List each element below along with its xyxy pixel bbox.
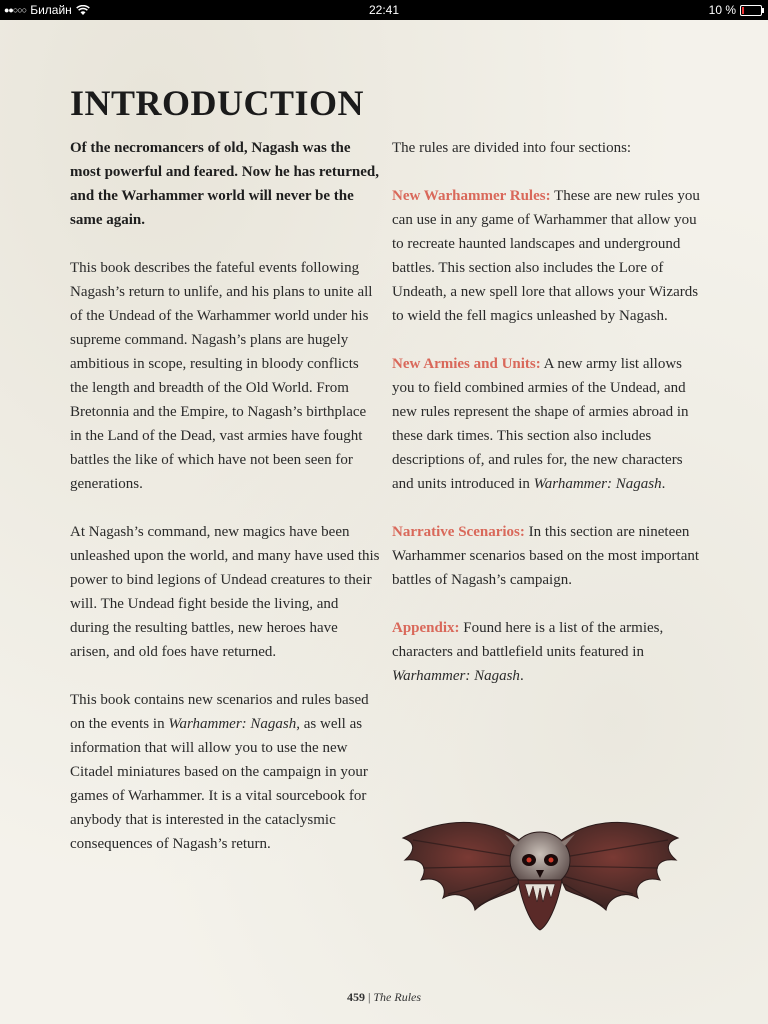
section-appendix: [392, 616, 700, 688]
book-page[interactable]: [0, 20, 768, 1024]
sections-intro: The rules are divided into four sections:: [392, 140, 632, 156]
status-time: 22:41: [368, 3, 400, 17]
section-appendix-text: Found here is a list of the armies, characters and battlefield units featured in: [392, 620, 664, 660]
page-footer: [0, 990, 768, 1005]
section-scenarios-text: In this section are nineteen Warhammer scenarios based on the most important battles of Nagash’s campaign.: [392, 524, 700, 588]
section-appendix-end: .: [519, 668, 524, 684]
body-paragraph-2: At Nagash’s command, new magics have been unleashed upon the world, and many have used this power to bind legions of Undead creatures to their will. The Undead fight beside the living, and during the resulting battles, new heroes have arisen, and old foes have returned.: [70, 524, 380, 660]
status-right: [709, 3, 762, 17]
right-column: [392, 136, 700, 712]
page-number: 459: [346, 990, 365, 1004]
section-new-armies-end: .: [661, 476, 666, 492]
section-new-armies-book: Warhammer: Nagash: [533, 476, 662, 492]
battery-icon: [740, 5, 762, 16]
body-paragraph-3: [70, 688, 380, 856]
left-column: [70, 136, 380, 880]
battery-fill: [742, 7, 744, 14]
carrier-name: Билайн: [30, 3, 72, 17]
p3-text-end: , as well as information that will allow you to use the new Citadel miniatures based on the campaign in your games of Warhammer. It is a vital sourcebook for anybody that is interested in the cataclysmic consequences of Nagash’s return.: [70, 716, 368, 852]
body-paragraph-1: This book describes the fateful events following Nagash’s return to unlife, and his plans to unite all of the Undead of the Warhammer world under his supreme command. Nagash’s plans are hugely ambitious in scope, resulting in bloody conflicts the length and breadth of the Old World. From Bretonnia and the Empire, to Nagash’s birthplace in the Land of the Dead, vast armies have fought battles the like of which have not been seen for generations.: [70, 260, 373, 492]
page-title: INTRODUCTION: [70, 83, 365, 123]
section-scenarios: [392, 520, 700, 592]
section-appendix-book: Warhammer: Nagash: [392, 668, 520, 684]
status-bar: [0, 0, 768, 20]
section-new-rules: [392, 184, 700, 328]
section-new-armies: [392, 352, 700, 496]
footer-section: The Rules: [373, 990, 422, 1004]
p3-book-title: Warhammer: Nagash: [168, 716, 297, 732]
battery-percent: 10 %: [708, 3, 736, 17]
section-new-rules-title: New Warhammer Rules:: [392, 188, 551, 204]
section-new-armies-text: A new army list allows you to field combined armies of the Undead, and new rules represent the shape of armies abroad in these dark times. This section also includes descriptions of, and rules for, the new characters and units introduced in: [392, 356, 689, 492]
p3-text-start: This book contains new scenarios and rules based on the events in: [70, 692, 369, 732]
lead-paragraph: Of the necromancers of old, Nagash was the most powerful and feared. Now he has returned, and the Warhammer world will never be the same again.: [70, 140, 380, 228]
signal-icon: ●●○○○: [4, 5, 27, 15]
section-appendix-title: Appendix:: [392, 620, 460, 636]
section-new-armies-title: New Armies and Units:: [392, 356, 541, 372]
section-scenarios-title: Narrative Scenarios:: [392, 524, 525, 540]
footer-separator: |: [367, 990, 371, 1004]
winged-skull-icon: [393, 798, 688, 946]
section-new-rules-text: These are new rules you can use in any game of Warhammer that allow you to recreate haunted landscapes and underground battles. This section also includes the Lore of Undeath, a new spell lore that allows your Wizards to wield the fell magics unleashed by Nagash.: [392, 188, 700, 324]
